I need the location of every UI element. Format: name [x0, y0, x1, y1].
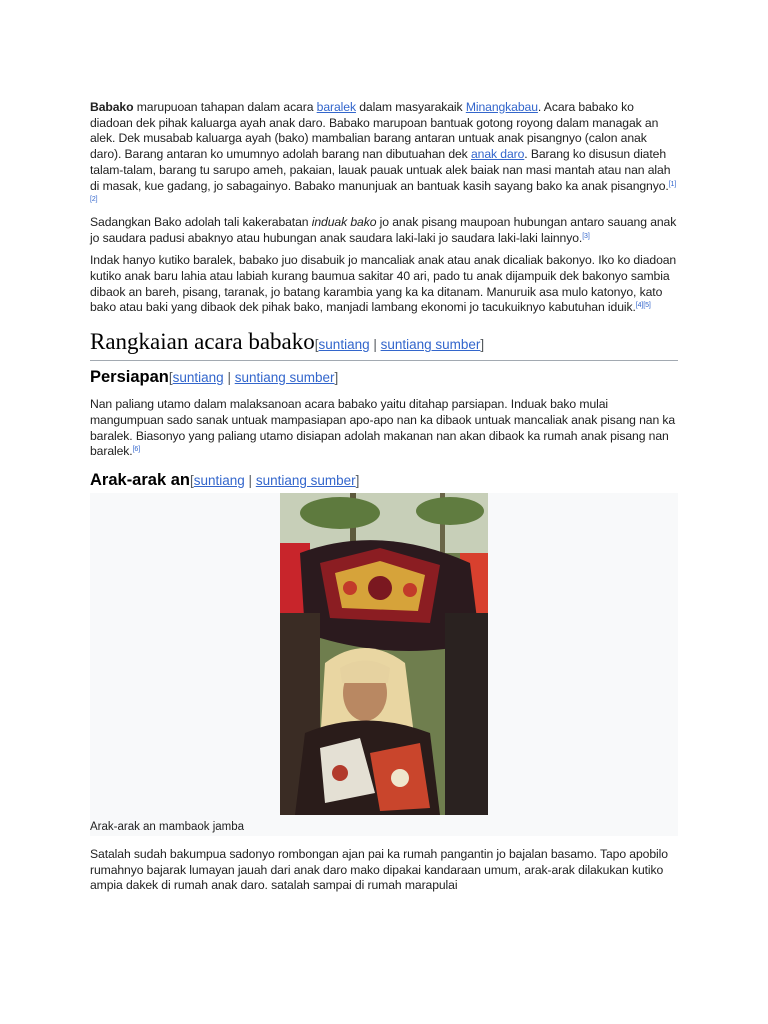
sub2-text: Satalah sudah bakumpua sadonyo rombongan ajan pai ka rumah pangantin jo bajalan basamo. Tapo apobilo rumahnyo bajarak lumayan jauah dari anak daro mako dipakai kandaraan umum, arak-arak dilakukan kutiko ampia dakek di rumah anak daro. satalah sampai di rumah marapulai	[90, 846, 668, 893]
para2-text-2: jo anak pisang maupoan hubungan antaro sauang anak jo saudara padusi abaknyo atau hubungan anak saudara laki-laki jo saudara laki-laki lainnyo.	[90, 214, 677, 245]
intro-text-2: dalam masyarakaik	[355, 100, 466, 114]
link-minangkabau[interactable]: Minangkabau	[465, 100, 538, 114]
section-edit-source-link[interactable]: suntiang sumber	[380, 337, 481, 353]
paragraph-3	[90, 253, 678, 316]
sub2-title: Arak-arak an	[90, 470, 190, 489]
link-baralek[interactable]: baralek	[316, 100, 356, 114]
intro-text-1: marupuoan tahapan dalam acara	[133, 100, 317, 114]
article-content	[90, 100, 678, 894]
section-edit-link[interactable]: suntiang	[318, 337, 370, 353]
ref-1-2[interactable]: [1][2]	[90, 180, 677, 204]
section-edit-links: [suntiang | suntiang sumber]	[314, 337, 485, 353]
para2-italic: induak bako	[311, 214, 377, 229]
link-anak-daro[interactable]: anak daro	[470, 147, 525, 162]
paragraph-2	[90, 215, 678, 246]
intro-text-3: . Acara babako ko diadoan dek pihak kaluarga ayah anak daro. Babako marupoan bantuak gotong royong dalam managak an alek. Dek musabab kaluarga ayah (bako) mambalian barang antaran untuak anak pisangnyo (calon anak daro). Barang antaran ko umumnyo adolah barang nan dibutuahan dek	[90, 100, 659, 162]
ref-6[interactable]: [6]	[132, 446, 141, 454]
para2-text-1: Sadangkan Bako adolah tali kakerabatan	[90, 214, 312, 229]
sub1-title: Persiapan	[90, 368, 169, 387]
section-heading	[90, 328, 678, 361]
subsection-heading-arak-arak	[90, 469, 678, 492]
persiapan-paragraph	[90, 397, 678, 460]
sub1-text: Nan paliang utamo dalam malaksanoan acara babako yaitu ditahap parsiapan. Induak bako mulai mangumpuan sado sanak untuak mampasiapan apo-apo nan ka dibaok untuak mancaliak anak pisang nan ka baralek. Biasonyo yang paliang utamo disiapan adolah makanan nan akan dibaok ka rumah anak pisang nan baralek.	[90, 397, 676, 459]
image-caption: Arak-arak an mambaok jamba	[90, 820, 245, 833]
intro-text-4: . Barang ko disusun diateh talam-talam, barang tu sarupo ameh, pakaian, lauak pauak untuak alek baiak nan masi mantah atau nan alah di masak, kue gadang, jo sabagainyo. Babako manunjuak an bantuak kasih sayang bako ka anak pisangnyo.	[90, 147, 671, 193]
image-thumbnail	[90, 493, 678, 836]
sub2-edit-source-link[interactable]: suntiang sumber	[255, 472, 356, 488]
section-title: Rangkaian acara babako	[90, 329, 315, 355]
procession-photo-illustration	[280, 493, 488, 815]
ref-4-5[interactable]: [4][5]	[635, 302, 651, 310]
procession-photo[interactable]	[280, 493, 488, 815]
subsection-heading-persiapan	[90, 366, 678, 389]
sub1-edit-links: [suntiang | suntiang sumber]	[168, 370, 339, 386]
sub1-edit-link[interactable]: suntiang	[172, 370, 224, 386]
intro-bold-term: Babako	[90, 100, 134, 114]
intro-paragraph	[90, 100, 678, 210]
sub2-edit-link[interactable]: suntiang	[193, 472, 245, 488]
para3-text: Indak hanyo kutiko baralek, babako juo disabuik jo mancaliak anak atau anak dicaliak bakonyo. Iko ko diadoan kutiko anak baru lahia atau labiah kurang baumua sakitar 40 ari, pado tu anak dijampuik dek bakonyo sambia dibaok an bareh, pisang, taranak, jo batang karambia yang ka ka ditanam. Manuruik asa mulo katonyo, kato bako atau baki yang dibaok dek pihak bako, manjadi lambang ekonomi jo tacukuiknyo kabutuhan iduik.	[90, 253, 677, 315]
ref-3[interactable]: [3]	[582, 232, 590, 240]
sub2-edit-links: [suntiang | suntiang sumber]	[189, 472, 360, 488]
arak-arak-paragraph	[90, 847, 678, 894]
sub1-edit-source-link[interactable]: suntiang sumber	[234, 370, 335, 386]
